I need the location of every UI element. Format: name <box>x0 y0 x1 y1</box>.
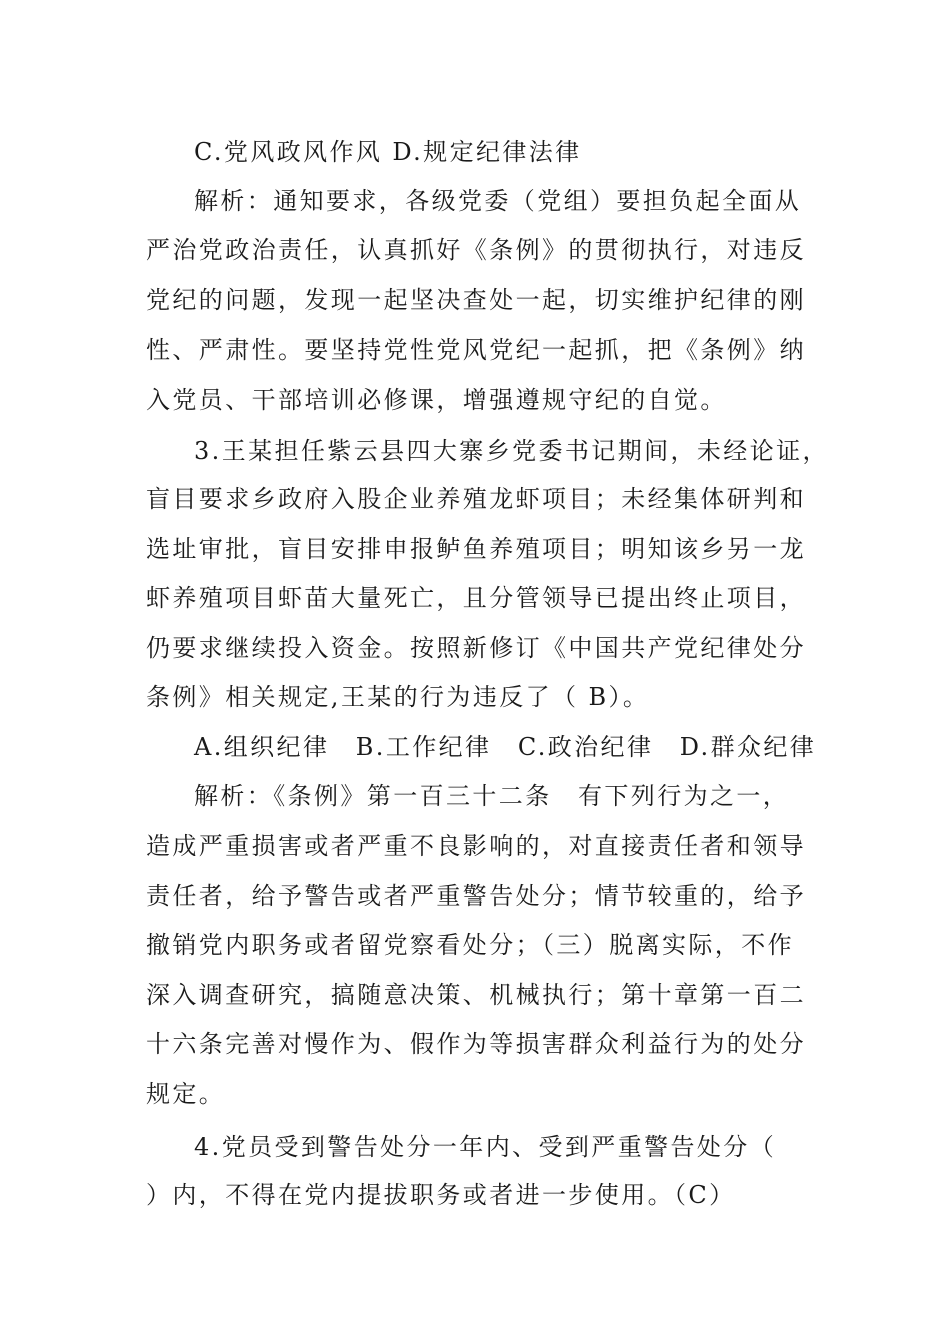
text-line: 性、严肃性。要坚持党性党风党纪一起抓，把《条例》纳 <box>146 336 806 364</box>
text-line: 虾养殖项目虾苗大量死亡，且分管领导已提出终止项目， <box>146 584 806 612</box>
text-line: 责任者，给予警告或者严重警告处分；情节较重的，给予 <box>146 882 806 910</box>
text-line: 十六条完善对慢作为、假作为等损害群众利益行为的处分 <box>146 1030 806 1058</box>
text-line: 3.王某担任紫云县四大寨乡党委书记期间，未经论证， <box>194 437 829 465</box>
text-line: 解析：通知要求，各级党委（党组）要担负起全面从 <box>194 187 802 215</box>
text-line: 规定。 <box>146 1080 226 1108</box>
text-line: ）内，不得在党内提拔职务或者进一步使用。（C） <box>146 1181 736 1209</box>
text-line: C.党风政风作风 D.规定纪律法律 <box>194 138 582 166</box>
text-line: 撤销党内职务或者留党察看处分；（三）脱离实际，不作 <box>146 931 794 959</box>
text-line: 深入调查研究，搞随意决策、机械执行；第十章第一百二 <box>146 981 806 1009</box>
text-line: 选址审批，盲目安排申报鲈鱼养殖项目；明知该乡另一龙 <box>146 535 806 563</box>
text-line: 盲目要求乡政府入股企业养殖龙虾项目；未经集体研判和 <box>146 485 806 513</box>
text-line: A.组织纪律 B.工作纪律 C.政治纪律 D.群众纪律 <box>194 733 817 761</box>
text-line: 解析：《条例》第一百三十二条 有下列行为之一， <box>194 782 790 810</box>
text-line: 4.党员受到警告处分一年内、受到严重警告处分（ <box>194 1133 777 1161</box>
text-line: 党纪的问题，发现一起坚决查处一起，切实维护纪律的刚 <box>146 286 806 314</box>
text-line: 入党员、干部培训必修课，增强遵规守纪的自觉。 <box>146 386 727 414</box>
text-line: 条例》相关规定,王某的行为违反了（ B）。 <box>146 683 650 711</box>
text-line: 严治党政治责任，认真抓好《条例》的贯彻执行，对违反 <box>146 236 806 264</box>
text-line: 造成严重损害或者严重不良影响的，对直接责任者和领导 <box>146 832 806 860</box>
text-line: 仍要求继续投入资金。按照新修订《中国共产党纪律处分 <box>146 634 806 662</box>
